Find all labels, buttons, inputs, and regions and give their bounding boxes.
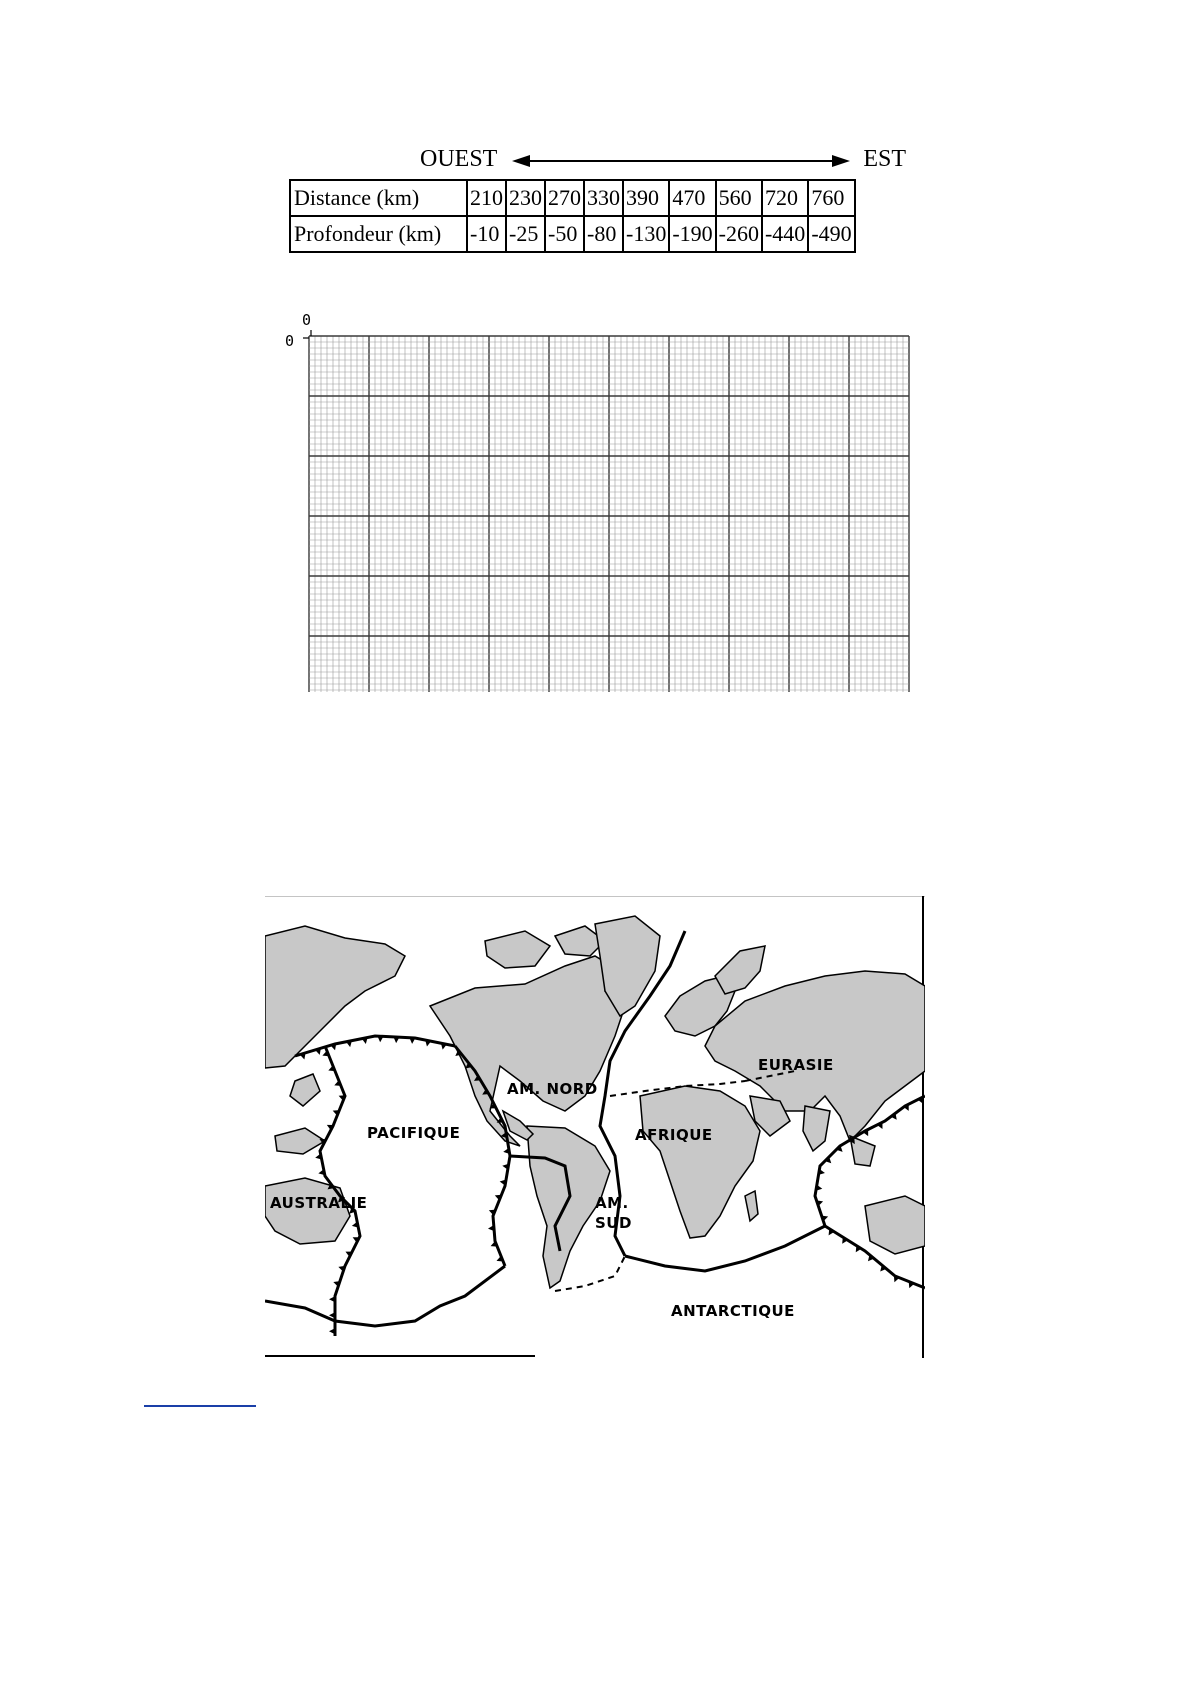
label-australie: AUSTRALIE — [270, 1194, 368, 1212]
table-cell: -490 — [808, 216, 854, 252]
table-cell: 390 — [623, 180, 669, 216]
subduction-tooth — [816, 1185, 822, 1191]
land-madagascar — [745, 1191, 758, 1221]
table-cell: 760 — [808, 180, 854, 216]
table-cell: 230 — [506, 180, 545, 216]
origin-x-label: 0 — [302, 311, 312, 329]
world-map-drawing — [265, 896, 925, 1358]
graph-paper-area — [285, 308, 917, 692]
label-afrique: AFRIQUE — [635, 1126, 713, 1144]
land-scandinavia — [715, 946, 765, 994]
hyperlink-underline[interactable] — [144, 1405, 256, 1407]
boundary-south-ridge — [265, 1266, 505, 1326]
label-eurasie: EURASIE — [758, 1056, 834, 1074]
land-australia-east — [865, 1196, 925, 1254]
subduction-tooth — [329, 1296, 335, 1302]
boundary-antarctic — [625, 1226, 825, 1271]
table-cell: -50 — [545, 216, 584, 252]
double-arrow-icon — [512, 154, 850, 168]
table-cell: -80 — [584, 216, 623, 252]
subduction-tooth — [488, 1225, 494, 1231]
row-label-distance: Distance (km) — [290, 180, 467, 216]
land-japan — [290, 1074, 320, 1106]
west-label: OUEST — [420, 146, 498, 172]
land-africa — [640, 1086, 760, 1238]
land-india — [803, 1106, 830, 1151]
land-arctic-islands — [485, 931, 550, 968]
label-pacifique: PACIFIQUE — [367, 1124, 461, 1142]
table-row-profondeur — [290, 216, 855, 252]
table-cell: 270 — [545, 180, 584, 216]
subduction-tooth — [329, 1328, 335, 1334]
label-antarctique: ANTARCTIQUE — [671, 1302, 795, 1320]
label-am-sud-1: AM. — [595, 1194, 629, 1212]
subduction-tooth — [500, 1180, 506, 1186]
land-masses — [265, 916, 925, 1288]
table-cell: 720 — [762, 180, 808, 216]
east-label: EST — [863, 146, 906, 172]
tectonic-plates-map — [265, 896, 925, 1358]
table-cell: -260 — [716, 216, 762, 252]
label-am-sud-2: SUD — [595, 1214, 632, 1232]
table-cell: 210 — [467, 180, 506, 216]
label-am-nord: AM. NORD — [507, 1080, 598, 1098]
graph-paper-grid — [285, 308, 917, 692]
subduction-tooth — [819, 1169, 825, 1175]
subduction-tooth — [409, 1038, 415, 1044]
table-cell: -190 — [669, 216, 715, 252]
row-label-profondeur: Profondeur (km) — [290, 216, 467, 252]
land-indonesia — [275, 1128, 325, 1154]
table-cell: 330 — [584, 180, 623, 216]
table-cell: -440 — [762, 216, 808, 252]
table-cell: -25 — [506, 216, 545, 252]
subduction-tooth — [393, 1037, 399, 1043]
table-cell: 560 — [716, 180, 762, 216]
table-row-distance — [290, 180, 855, 216]
subduction-tooth — [502, 1164, 508, 1170]
origin-y-label: 0 — [285, 332, 295, 350]
subduction-tooth — [377, 1036, 383, 1042]
subduction-tooth — [503, 1148, 509, 1154]
table-cell: -130 — [623, 216, 669, 252]
distance-depth-table — [289, 179, 856, 253]
table-cell: 470 — [669, 180, 715, 216]
table-cell: -10 — [467, 216, 506, 252]
direction-header — [420, 146, 906, 174]
